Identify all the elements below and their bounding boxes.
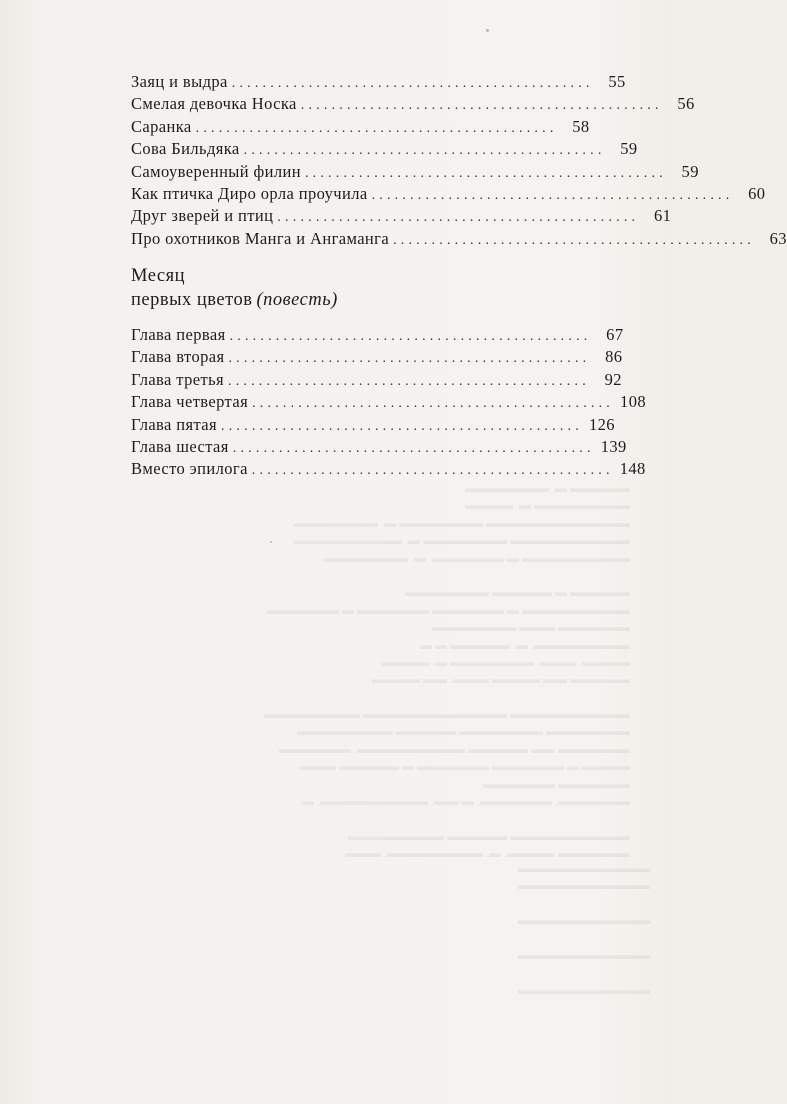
dot-leader: ............................................... [277, 210, 640, 226]
toc-entry-title: Глава четвертая [131, 392, 249, 412]
paper-speck [270, 541, 272, 543]
dot-leader: ............................................... [252, 396, 614, 412]
toc-entry [131, 139, 638, 161]
section-heading-line2: первых цветов [131, 290, 253, 310]
toc-entry [131, 183, 766, 206]
toc-list-stories [131, 72, 787, 251]
show-through-text: ▬▬▬▬▬ ▬. ▬▬▬▬▬▬▬ ▬▬▬▬▬▬▬▬ ▬. ▬▬▬▬ ▬▬▬▬▬▬▬▬▬▬▬▬ ▬▬▬▬▬▬▬ ▬. ▬▬▬▬▬▬▬ ▬▬▬▬▬▬▬▬▬▬ ▬▬▬▬▬▬▬ ▬. ▬▬▬▬▬▬▬▬▬ ▬▬▬▬▬▬▬▬▬ ▬ ▬▬▬▬▬▬. ▬. ▬▬▬▬▬▬▬ ▬▬▬▬▬ ▬ ▬▬▬▬▬ ▬▬▬▬▬▬▬. ▬▬▬▬▬▬▬▬▬ ▬ ▬▬▬▬▬▬ ▬▬▬▬▬▬ ▬ ▬▬▬▬▬▬. ▬▬▬▬▬▬ ▬▬▬ ▬▬▬▬▬▬▬. ▬▬▬▬▬▬▬▬. ▬. ▬▬▬▬▬ ▬ ▬ ▬▬▬▬. ▬▬▬. ▬▬▬▬▬▬▬ ▬. ▬▬▬▬ ▬▬▬▬▬ ▬▬ ▬▬▬▬ ▬▬▬. ▬▬ ▬▬▬▬ ▬▬▬▬▬▬▬▬▬▬ ▬▬▬▬▬▬▬▬▬▬▬▬ ▬▬▬▬▬▬▬▬ ▬▬▬▬▬▬▬ ▬▬▬▬▬▬▬ ▬▬▬▬▬ ▬▬▬▬▬▬▬▬ ▬▬▬▬▬▬ ▬▬ ▬▬▬▬▬ ▬▬▬▬▬▬▬▬▬, ▬▬▬▬▬▬ ▬▬▬▬ ▬ ▬▬▬▬▬▬ ▬▬▬▬▬▬ ▬ ▬▬▬▬▬ ▬▬▬ ▬▬▬▬▬▬ ▬▬▬▬▬▬ ▬▬▬▬▬▬, ▬▬▬▬▬▬, ▬-▬▬, ▬▬▬▬▬▬▬▬▬, ▬ ▬▬▬▬▬▬▬▬▬▬ ▬▬▬▬▬ ▬▬▬▬▬▬▬▬ ▬▬▬▬▬▬ ▬▬▬▬. ▬. ▬▬▬▬▬▬▬▬, ▬▬▬. [264, 481, 630, 861]
dot-leader: ............................................... [371, 187, 734, 203]
toc-entry-page: 108 [620, 392, 646, 412]
toc-entry [131, 369, 622, 392]
toc-entry [131, 347, 623, 369]
toc-entry-title: Самоуверенный филин [131, 161, 301, 181]
section-heading-line1: Месяц [131, 266, 185, 286]
dot-leader: ............................................... [243, 143, 606, 159]
toc-entry [131, 459, 646, 481]
toc-entry [131, 325, 624, 347]
section-genre-label: (повесть) [256, 290, 338, 310]
dot-leader: ............................................... [251, 463, 614, 479]
toc-entry-title: Глава третья [131, 369, 224, 389]
toc-entry-page: 92 [604, 369, 622, 389]
toc-entry-title: Вместо эпилога [131, 459, 248, 479]
toc-entry-page: 58 [572, 116, 590, 136]
toc-entry [131, 116, 590, 139]
toc-entry [131, 228, 787, 251]
toc-entry-page: 67 [606, 325, 624, 344]
show-through-text-2: ▬▬▬▬▬▬▬▬▬▬▬ ▬▬▬▬▬▬▬▬▬▬▬ ▬▬▬▬▬▬▬▬▬▬▬ ▬▬▬▬▬▬▬▬▬▬▬ ▬▬▬▬▬▬▬▬▬▬▬ [518, 861, 650, 997]
toc-entry-title: Глава первая [131, 325, 226, 344]
toc-entry-page: 59 [681, 161, 699, 181]
toc-entry-title: Как птичка Диро орла проучила [131, 183, 368, 203]
paper-speck [486, 29, 489, 32]
dot-leader: ............................................... [228, 373, 590, 389]
toc-entry-title: Друг зверей и птиц [131, 206, 274, 226]
dot-leader: ............................................... [229, 329, 592, 344]
toc-entry [131, 392, 646, 414]
toc-entry [131, 72, 626, 94]
toc-entry-title: Сова Бильдяка [131, 139, 240, 159]
dot-leader: ............................................... [228, 351, 591, 367]
toc-entry-title: Глава шестая [131, 436, 229, 456]
toc-entry-title: Смелая девочка Носка [131, 94, 297, 114]
section-heading-line2-wrap [131, 289, 338, 312]
toc-list-chapters [131, 325, 646, 482]
dot-leader: ............................................... [221, 418, 583, 434]
toc-entry [131, 206, 672, 228]
toc-entry-page: 86 [605, 347, 623, 367]
toc-entry-page: 55 [608, 72, 626, 91]
toc-entry [131, 94, 695, 116]
section-heading [131, 265, 338, 312]
dot-leader: ............................................... [231, 76, 594, 91]
dot-leader: ............................................... [232, 440, 595, 456]
toc-entry-page: 60 [748, 183, 766, 203]
toc-entry-page: 126 [588, 414, 615, 434]
dot-leader: ............................................... [393, 232, 755, 248]
dot-leader: ............................................... [300, 98, 663, 114]
toc-entry-title: Саранка [131, 116, 192, 136]
toc-entry-page: 56 [677, 94, 695, 114]
toc-entry-page: 61 [653, 206, 672, 226]
dot-leader: ............................................... [304, 165, 667, 181]
toc-entry [131, 436, 627, 459]
toc-entry-page: 59 [620, 139, 638, 159]
toc-entry-page: 139 [600, 436, 627, 456]
toc-entry [131, 414, 615, 437]
toc-entry-title: Про охотников Манга и Ангаманга [131, 228, 390, 248]
toc-entry [131, 161, 699, 184]
toc-entry-title: Заяц и выдра [131, 72, 228, 91]
toc-entry-page: 63 [769, 228, 787, 248]
dot-leader: ............................................... [195, 120, 558, 136]
toc-entry-page: 148 [619, 459, 646, 479]
toc-entry-title: Глава вторая [131, 347, 225, 367]
toc-entry-title: Глава пятая [131, 414, 218, 434]
